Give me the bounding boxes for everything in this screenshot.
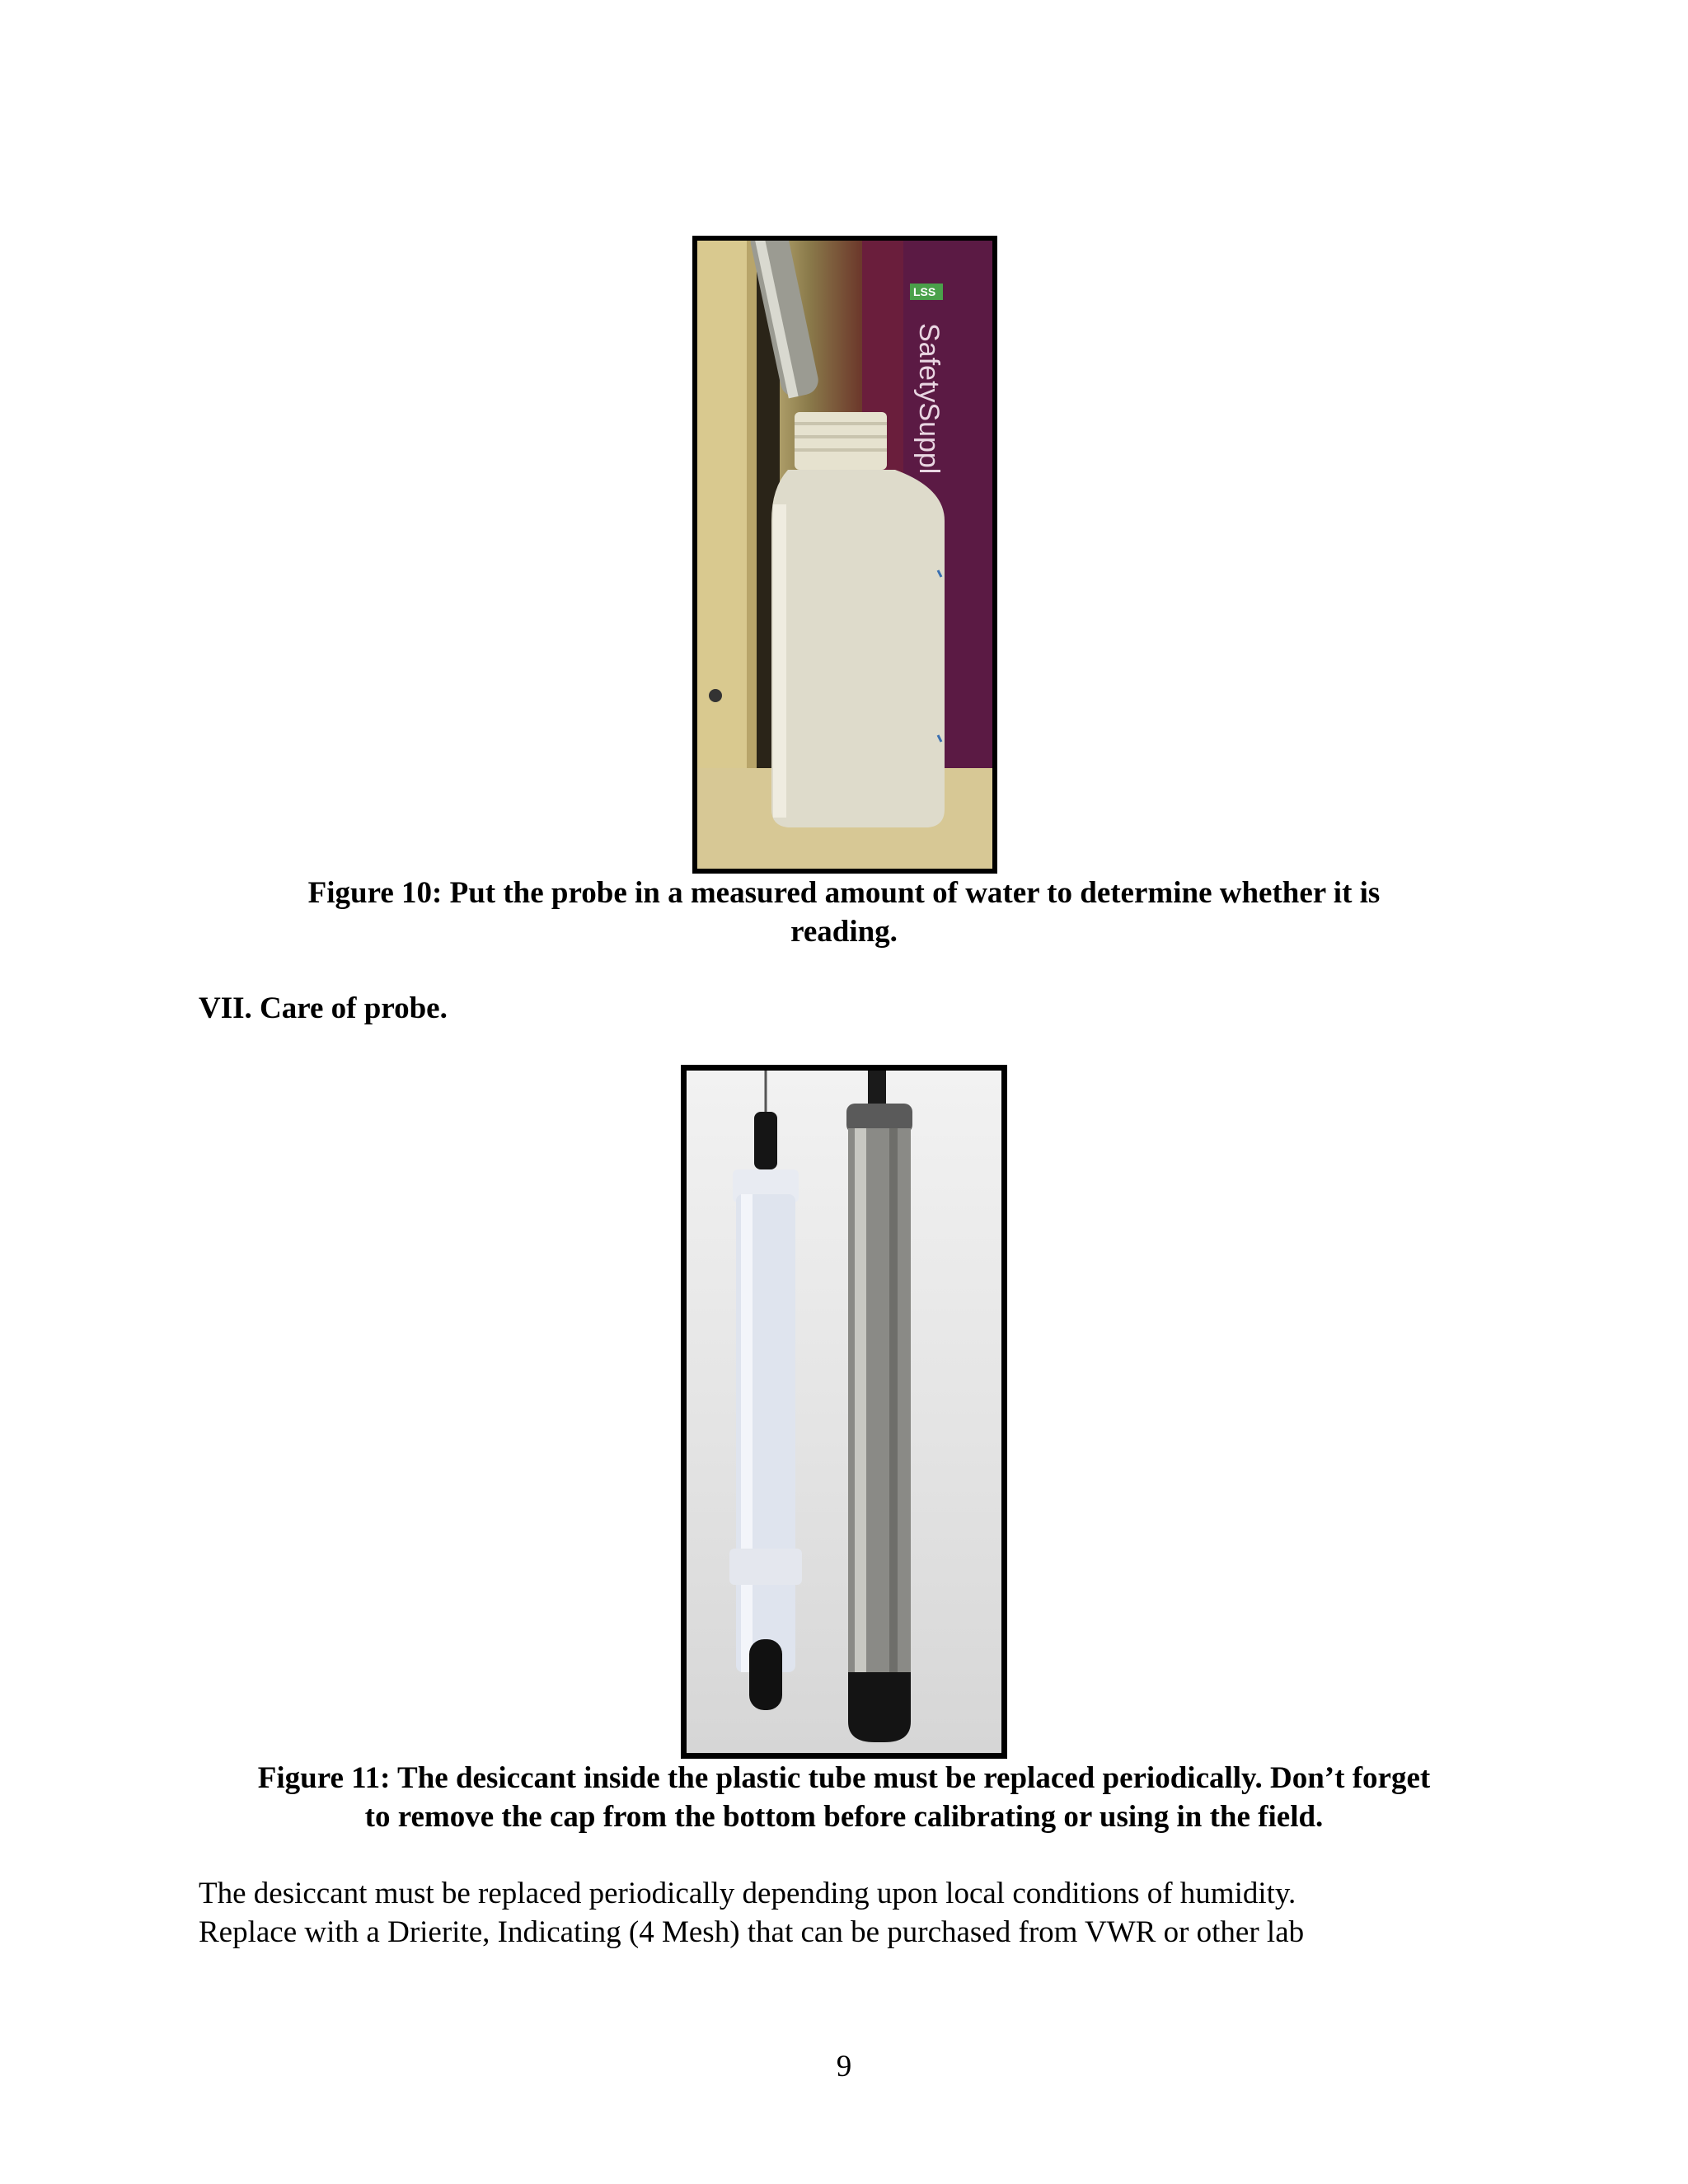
paragraph-line2: Replace with a Drierite, Indicating (4 Mesh) that can be purchased from VWR or other lab: [199, 1915, 1305, 1949]
figure-11-caption-line2: to remove the cap from the bottom before calibrating or using in the field.: [364, 1800, 1324, 1834]
desiccant-tube-and-probe-photo: [687, 1071, 1001, 1753]
figure-10-caption-line2: reading.: [790, 915, 898, 949]
figure-11-caption-line1: Figure 11: The desiccant inside the plastic tube must be replaced periodically. Don’t forget: [257, 1761, 1431, 1795]
figure-10-photo: [692, 236, 997, 874]
figure-11-photo: [681, 1065, 1007, 1759]
probe-in-bottle-photo: [697, 241, 992, 869]
page-number: 9: [836, 2050, 852, 2083]
paragraph-line1: The desiccant must be replaced periodically depending upon local conditions of humidity.: [199, 1877, 1296, 1910]
figure-10-caption-line1: Figure 10: Put the probe in a measured amount of water to determine whether it is: [307, 876, 1381, 910]
book-spine-title: SafetySuppl: [913, 323, 945, 475]
section-heading: VII. Care of probe.: [199, 991, 448, 1025]
book-spine-tag: LSS: [913, 285, 936, 298]
